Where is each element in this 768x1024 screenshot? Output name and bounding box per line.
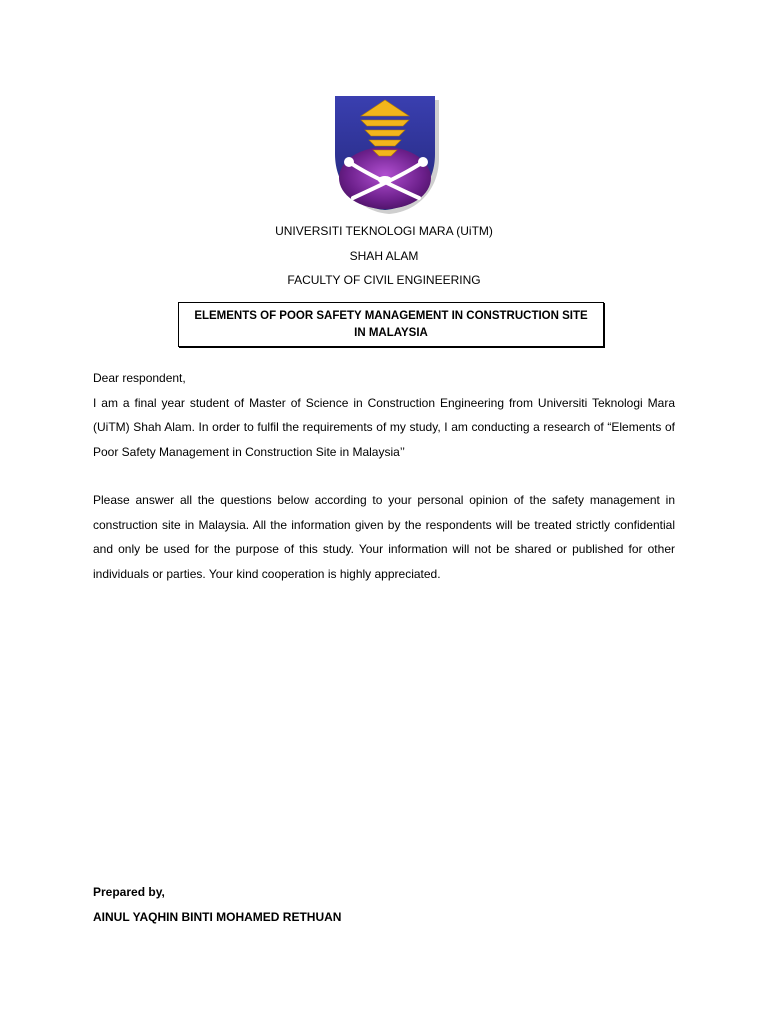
faculty-name: FACULTY OF CIVIL ENGINEERING	[287, 273, 481, 287]
letter-body	[93, 488, 675, 586]
salutation: Dear respondent,	[93, 371, 186, 385]
signature-block	[93, 880, 341, 929]
research-title-box	[178, 302, 604, 347]
campus-name: SHAH ALAM	[349, 249, 419, 263]
prepared-by-label: Prepared by,	[93, 885, 165, 899]
university-logo	[331, 92, 443, 216]
research-title-line-2: IN MALAYSIA	[354, 326, 428, 339]
author-name: AINUL YAQHIN BINTI MOHAMED RETHUAN	[93, 909, 342, 924]
intro-paragraph: I am a final year student of Master of Science in Construction Engineering from Universiti Teknologi Mara (UiTM) Shah Alam. In order to fulfil the requirements of my study, I am conducting a research of “Elements of Poor Safety Management in Construction Site in Malaysia’’	[93, 395, 675, 459]
instructions-paragraph: Please answer all the questions below according to your personal opinion of the safety management in construction site in Malaysia. All the information given by the respondents will be treated strictly confidential and only be used for the purpose of this study. Your information will not be shared or published for other individuals or parties. Your kind cooperation is highly appreciated.	[93, 493, 675, 581]
research-title-line-1: ELEMENTS OF POOR SAFETY MANAGEMENT IN CONSTRUCTION SITE	[194, 309, 588, 322]
letter-intro	[93, 366, 675, 464]
university-name: UNIVERSITI TEKNOLOGI MARA (UiTM)	[275, 224, 493, 238]
